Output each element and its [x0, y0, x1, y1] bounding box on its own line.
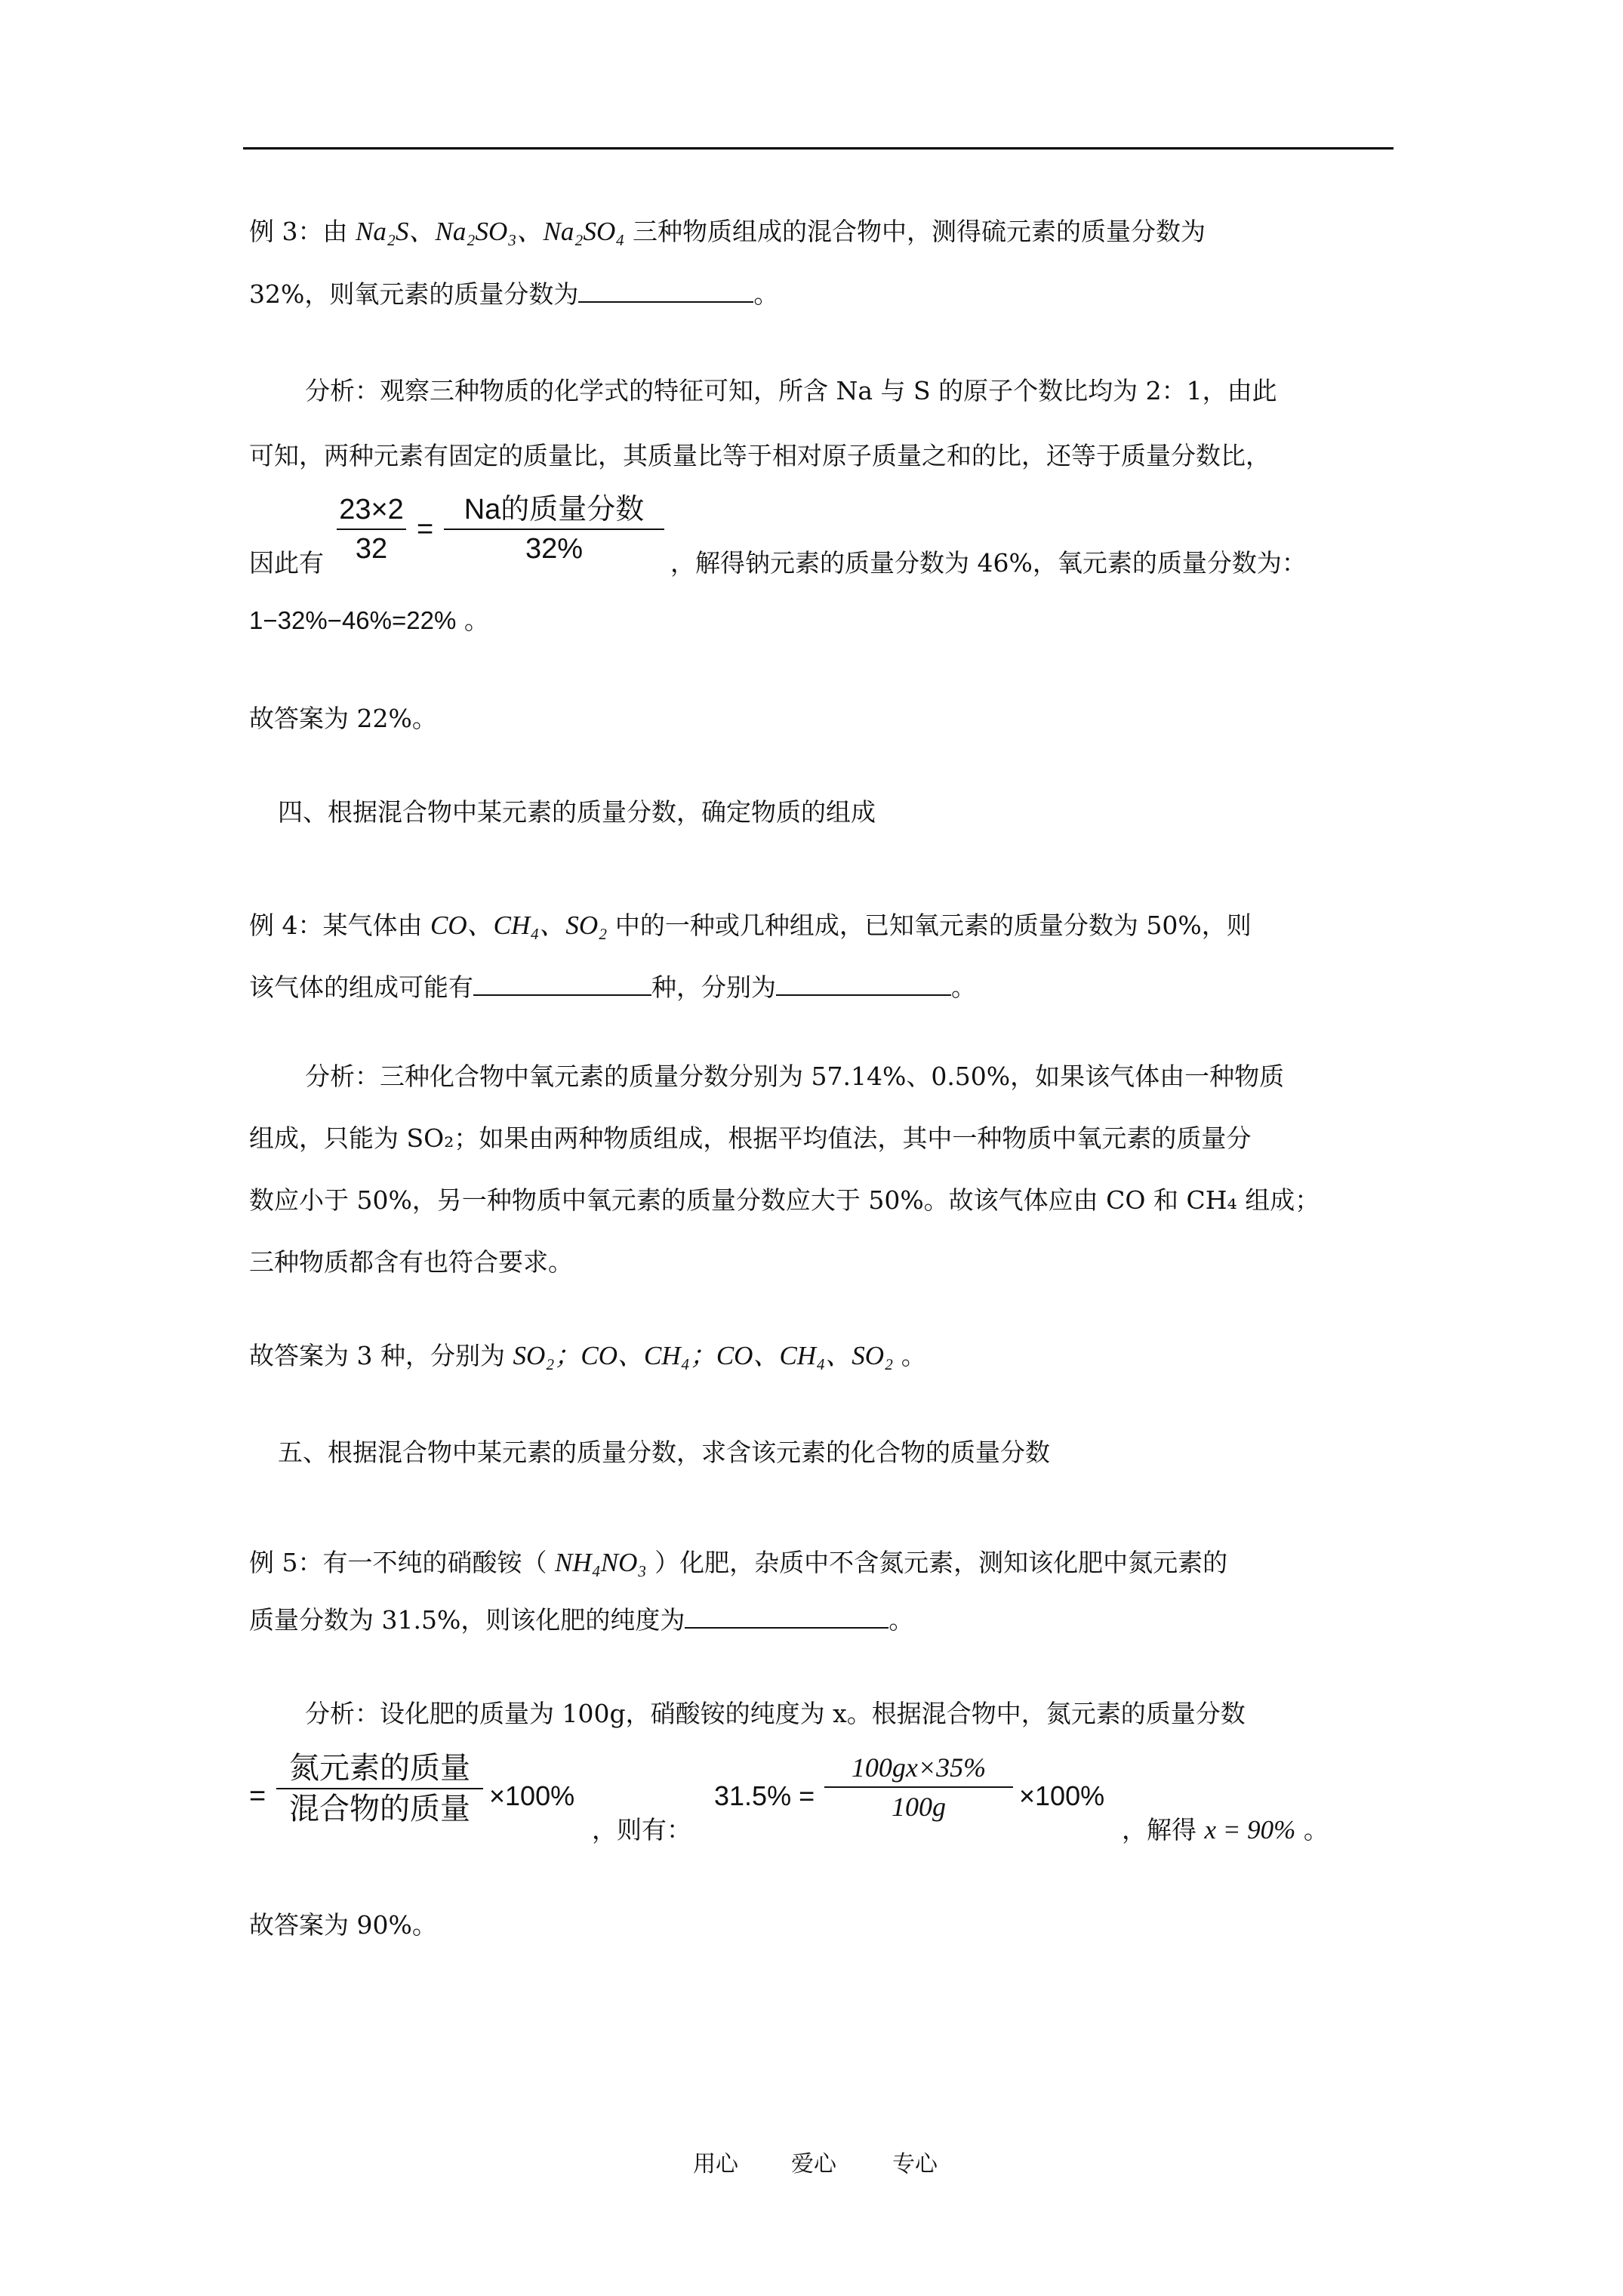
fraction-na-mass-fraction: [444, 492, 664, 566]
example-5-line-2: [249, 1601, 913, 1640]
example-5-text: ）化肥，杂质中不含氮元素，测知该化肥中氮元素的: [654, 1548, 1228, 1577]
result-prefix: ，解得: [1122, 1815, 1196, 1845]
answer-blank-count: [473, 972, 651, 996]
fraction-bar: [337, 529, 406, 530]
fraction-bar: [444, 529, 664, 530]
denominator: 32%: [525, 533, 584, 565]
denominator: 32: [355, 533, 388, 565]
example-5-line-1: [249, 1543, 1227, 1583]
answer-3: 故答案为 22%。: [249, 704, 437, 733]
times-100-percent: ×100%: [489, 1780, 575, 1811]
numerator: 23×2: [339, 494, 404, 525]
numerator: 100gx×35%: [851, 1752, 987, 1783]
answer-4: [249, 1336, 926, 1376]
punctuation: 。: [901, 1341, 926, 1370]
footer-aixin: 爱心: [791, 2151, 836, 2177]
punctuation: 。: [951, 972, 976, 1002]
equals-sign: =: [417, 513, 434, 545]
fraction-23x2-over-32: [337, 492, 406, 566]
analysis-4-line-2: 组成，只能为 SO₂；如果由两种物质组成，根据平均值法，其中一种物质中氧元素的质量分: [249, 1123, 1252, 1153]
example-label: 例 3：由: [249, 217, 348, 246]
example-3-question: 32%，则氧元素的质量分数为: [249, 279, 579, 309]
header-rule: [243, 147, 1394, 149]
analysis-4-line-3: 数应小于 50%，另一种物质中氧元素的质量分数应大于 50%。故该气体应由 CO 和 CH₄ 组成；: [249, 1185, 1320, 1215]
numerator: Na的质量分数: [463, 494, 645, 525]
punctuation: 。: [1303, 1815, 1329, 1845]
analysis-3-prefix: 因此有: [249, 548, 324, 578]
answer-5: 故答案为 90%。: [249, 1910, 437, 1940]
analysis-3-suffix: ，解得钠元素的质量分数为 46%，氧元素的质量分数为：: [670, 548, 1307, 578]
analysis-5-line-1: 分析：设化肥的质量为 100g，硝酸铵的纯度为 x。根据混合物中，氮元素的质量分数: [305, 1699, 1246, 1728]
example-label: 例 5：有一不纯的硝酸铵（: [249, 1548, 547, 1577]
denominator: 混合物的质量: [289, 1792, 470, 1826]
footer-zhuanxin: 专心: [892, 2151, 938, 2177]
example-4-question-b: 种，分别为: [651, 972, 776, 1002]
example-5-question: 质量分数为 31.5%，则该化肥的纯度为: [249, 1605, 685, 1635]
section-5-heading: 五、根据混合物中某元素的质量分数，求含该元素的化合物的质量分数: [278, 1438, 1050, 1467]
then-text: ，则有：: [592, 1815, 691, 1845]
punctuation: 。: [463, 606, 489, 635]
formula-na2s-na2so3-na2so4: Na₂S、Na₂SO₃、Na₂SO₄: [356, 217, 625, 246]
analysis-4-line-4: 三种物质都含有也符合要求。: [249, 1247, 573, 1277]
fraction-bar: [824, 1786, 1013, 1788]
example-3-line-1: [249, 212, 1206, 251]
analysis-4-line-1: 分析：三种化合物中氧元素的质量分数分别为 57.14%、0.50%，如果该气体由一种物质: [305, 1062, 1285, 1091]
formula-nh4no3: NH₄NO₃: [555, 1548, 647, 1577]
example-4-line-1: [249, 906, 1252, 945]
equals-sign: =: [249, 1780, 266, 1812]
footer-yongxin: 用心: [693, 2151, 738, 2177]
lhs-31-5-percent: 31.5% =: [714, 1780, 815, 1811]
example-label: 例 4：某气体由: [249, 911, 423, 940]
fraction-nitrogen-mass-over-mixture-mass: [276, 1750, 483, 1827]
example-3-line-2: [249, 275, 778, 314]
punctuation: 。: [888, 1605, 914, 1635]
fraction-100gx-over-100g: [824, 1750, 1013, 1824]
denominator: 100g: [892, 1792, 946, 1822]
example-3-text: 三种物质组成的混合物中，测得硫元素的质量分数为: [632, 217, 1206, 246]
punctuation: 。: [753, 279, 779, 309]
result-x-90-percent: x = 90%: [1204, 1815, 1296, 1845]
answer-blank: [578, 279, 753, 303]
answer-prefix: 故答案为 3 种，分别为: [249, 1341, 505, 1370]
answer-formulas: SO₂；CO、CH₄；CO、CH₄、SO₂: [513, 1341, 894, 1370]
analysis-3-line-1: 分析：观察三种物质的化学式的特征可知，所含 Na 与 S 的原子个数比均为 2：1，由此: [305, 376, 1277, 405]
numerator: 氮元素的质量: [289, 1752, 470, 1785]
section-4-heading: 四、根据混合物中某元素的质量分数，确定物质的组成: [278, 797, 876, 827]
answer-blank: [685, 1604, 888, 1629]
calc-expression: 1−32%−46%=22%: [249, 606, 457, 634]
analysis-3-calc: [249, 601, 489, 640]
analysis-3-line-2: 可知，两种元素有固定的质量比，其质量比等于相对原子质量之和的比，还等于质量分数比，: [249, 441, 1270, 470]
example-4-text: 中的一种或几种组成，已知氧元素的质量分数为 50%，则: [614, 911, 1252, 940]
example-4-line-2: [249, 968, 976, 1007]
times-100-percent-2: ×100%: [1019, 1780, 1105, 1811]
formula-co-ch4-so2: CO、CH₄、SO₂: [430, 911, 608, 940]
answer-blank-list: [776, 972, 951, 996]
fraction-bar: [276, 1788, 483, 1789]
example-4-question-a: 该气体的组成可能有: [249, 972, 473, 1002]
analysis-5-result: [1122, 1811, 1329, 1850]
